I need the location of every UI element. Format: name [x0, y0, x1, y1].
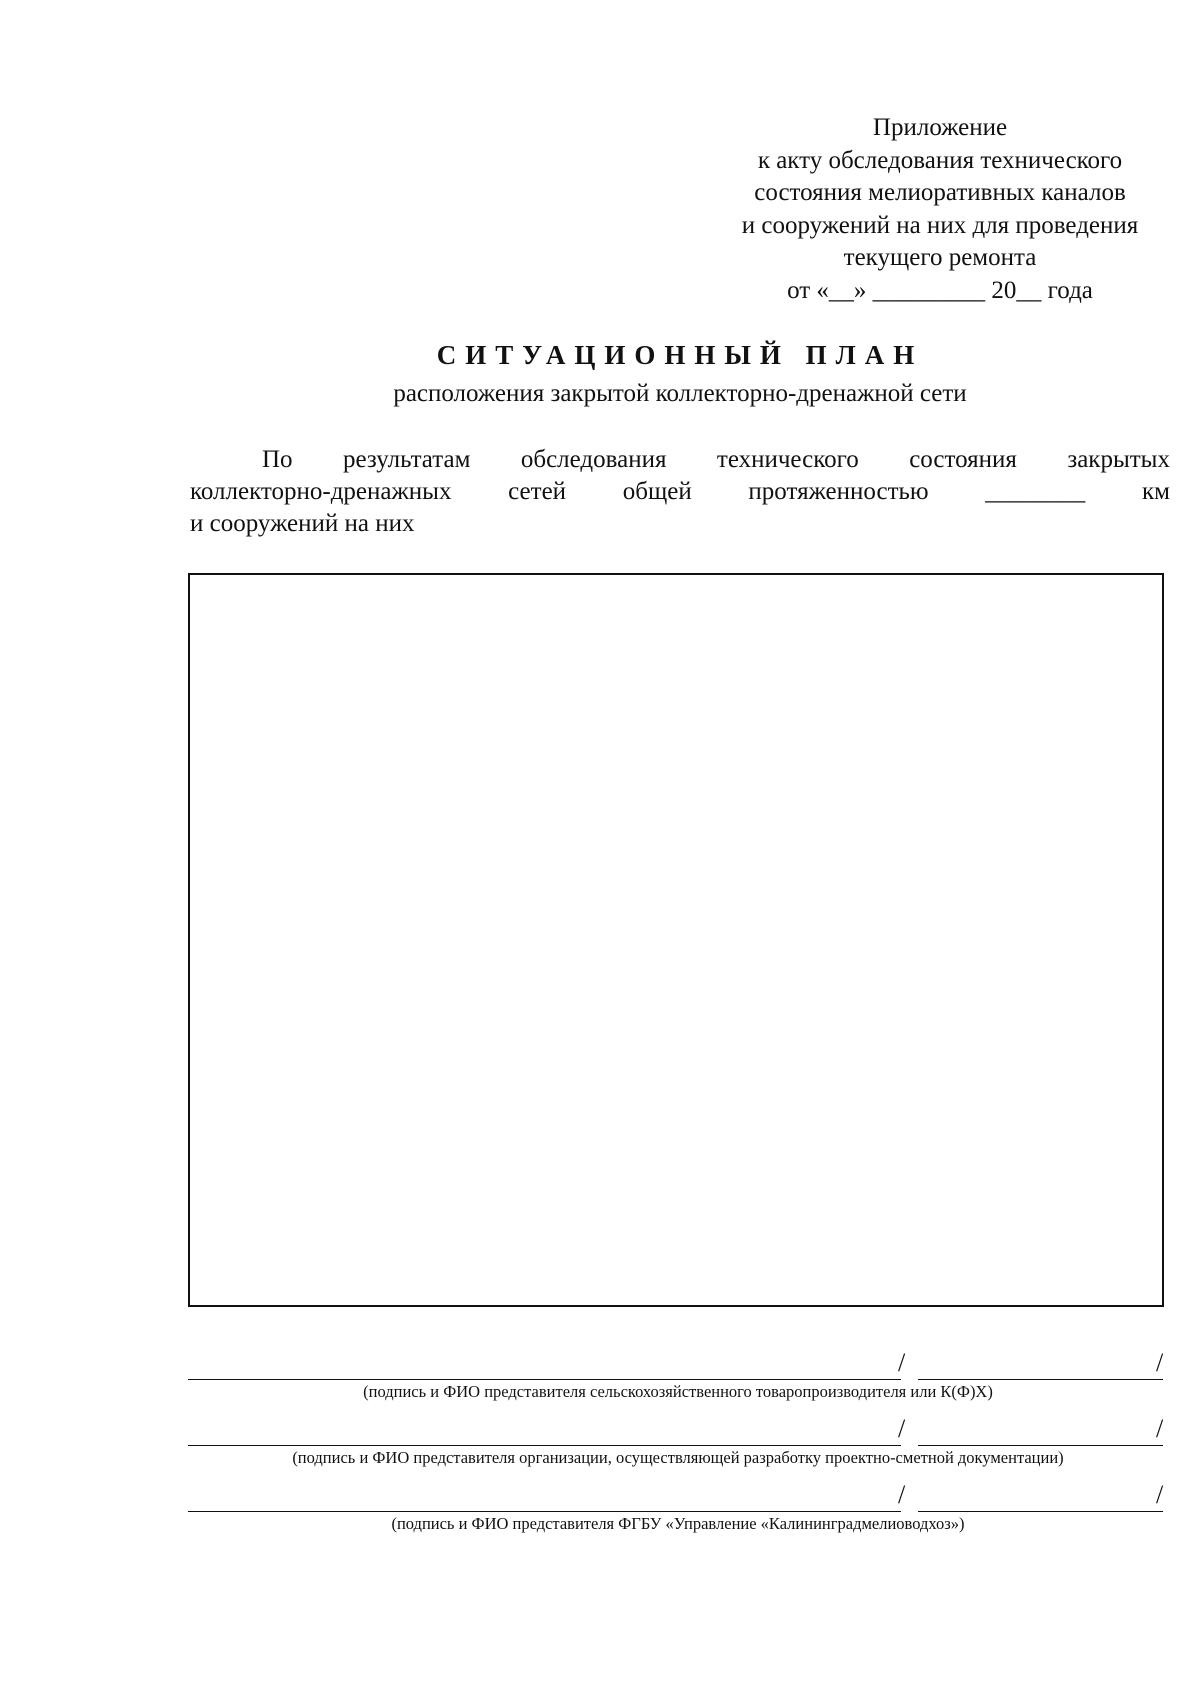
slash-separator: /	[1156, 1414, 1164, 1443]
word: состояния	[909, 446, 1017, 473]
word: общей	[622, 478, 692, 505]
document-subtitle: расположения закрытой коллекторно-дренажной сети	[393, 380, 967, 407]
signature-line	[188, 1378, 901, 1380]
appendix-line-2: к акту обследования технического	[757, 146, 1123, 174]
word: обследования	[520, 446, 667, 473]
length-blank: ________	[985, 478, 1086, 505]
appendix-line-5: текущего ремонта	[843, 244, 1037, 272]
signature-caption-3: (подпись и ФИО представителя ФГБУ «Управление «Калининградмелиоводхоз»)	[391, 1514, 965, 1533]
signature-row-2	[188, 1406, 1168, 1446]
name-line	[918, 1378, 1163, 1380]
slash-separator: /	[898, 1480, 906, 1509]
document-title: СИТУАЦИОННЫЙ ПЛАН	[436, 340, 924, 370]
word: протяженностью	[748, 478, 929, 505]
signature-row-1	[188, 1340, 1168, 1380]
signature-line	[188, 1444, 901, 1446]
word: технического	[716, 446, 859, 473]
paragraph-line-2	[190, 478, 1170, 506]
slash-separator: /	[1156, 1348, 1164, 1377]
word: закрытых	[1067, 446, 1170, 473]
word: коллекторно-дренажных	[190, 478, 452, 505]
appendix-line-1: Приложение	[872, 114, 1008, 141]
name-line	[918, 1510, 1163, 1512]
signature-caption-1: (подпись и ФИО представителя сельскохозяйственного товаропроизводителя или К(Ф)Х)	[363, 1382, 993, 1401]
situation-plan-frame	[188, 573, 1164, 1307]
slash-separator: /	[1156, 1480, 1164, 1509]
unit-km: км	[1142, 478, 1170, 505]
slash-separator: /	[898, 1414, 906, 1443]
appendix-date-line: от «__» _________ 20__ года	[787, 276, 1093, 304]
appendix-line-4: и сооружений на них для проведения	[741, 211, 1139, 239]
slash-separator: /	[898, 1348, 906, 1377]
paragraph-line-1	[190, 446, 1170, 474]
signature-line	[188, 1510, 901, 1512]
signature-row-3	[188, 1472, 1168, 1512]
word: сетей	[508, 478, 567, 505]
appendix-header	[700, 112, 1180, 308]
paragraph-line-3: и сооружений на них	[190, 510, 415, 537]
word: результатам	[343, 446, 471, 473]
signature-caption-2: (подпись и ФИО представителя организации, осуществляющей разработку проектно-сметной документации)	[292, 1448, 1064, 1467]
appendix-line-3: состояния мелиоративных каналов	[754, 179, 1126, 207]
word: По	[262, 446, 293, 473]
name-line	[918, 1444, 1163, 1446]
